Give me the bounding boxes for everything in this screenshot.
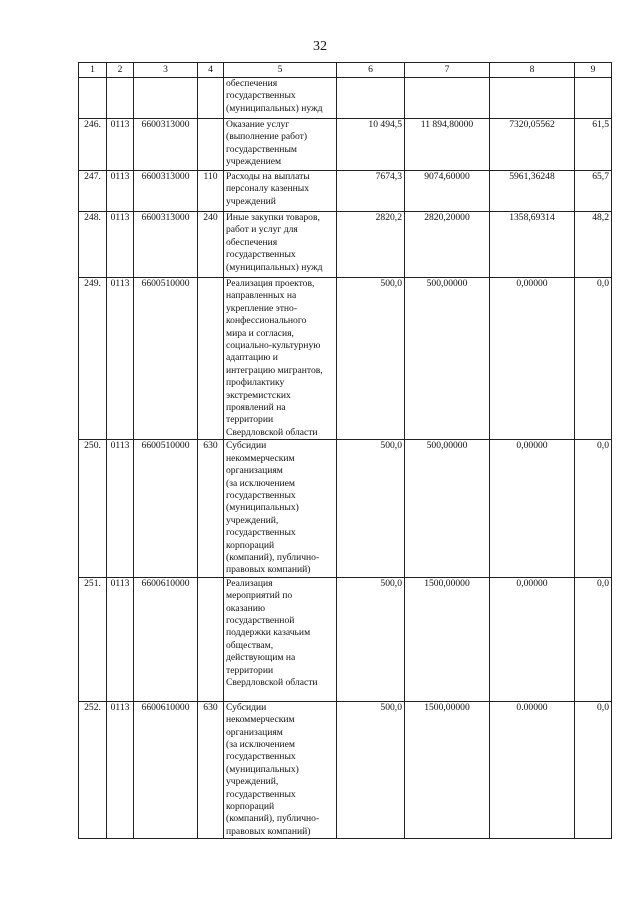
value-col6: 500,0: [337, 701, 405, 838]
item-name-line: проявлений на: [226, 402, 286, 414]
expense-type-code: [198, 278, 224, 440]
row-number: 246.: [79, 119, 107, 171]
value-col6: 10 494,5: [337, 119, 405, 171]
item-name-line: работ и услуг для: [226, 224, 298, 236]
item-name-line: адаптацию и: [226, 352, 278, 364]
item-name-line: Реализация проектов,: [226, 278, 315, 289]
item-name-line: корпораций: [226, 539, 275, 551]
value-col9: 65,7: [575, 171, 612, 212]
section-code: 0113: [107, 440, 134, 577]
column-header: 6: [337, 63, 405, 78]
item-name-line: Субсидии: [226, 440, 267, 452]
item-name: [224, 278, 337, 440]
value-col8: 7320,05562: [490, 119, 575, 171]
item-name-line: (компаний), публично-: [226, 551, 320, 563]
item-name-line: конфессионального: [226, 315, 307, 327]
item-name-line: государственной: [226, 614, 295, 626]
item-name-line: (за исключением: [226, 477, 295, 489]
item-name-line: государственных: [226, 788, 296, 800]
item-name-line: государственных: [226, 90, 296, 102]
item-name-line: мероприятий по: [226, 590, 293, 602]
item-name: [224, 171, 337, 212]
item-name-line: государственным: [226, 143, 297, 155]
item-name-line: государственных: [226, 527, 296, 539]
expense-type-code: 630: [198, 440, 224, 577]
value-col6: 500,0: [337, 577, 405, 701]
expense-type-code: [198, 78, 224, 119]
item-name-line: учреждений,: [226, 514, 279, 526]
table-row: [79, 119, 612, 171]
table-row: [79, 577, 612, 701]
item-name-line: укрепление этно-: [226, 302, 298, 314]
target-article-code: 6600313000: [134, 212, 198, 278]
page-number: 32: [313, 39, 327, 54]
item-name-line: (компаний), публично-: [226, 813, 320, 825]
column-header: 1: [79, 63, 107, 78]
column-header: 2: [107, 63, 134, 78]
row-number: 249.: [79, 278, 107, 440]
value-col6: 2820,2: [337, 212, 405, 278]
item-name-line: персоналу казенных: [226, 183, 310, 195]
row-number: 248.: [79, 212, 107, 278]
value-col7: 9074,60000: [405, 171, 490, 212]
item-name: [224, 577, 337, 701]
row-number: 252.: [79, 701, 107, 838]
target-article-code: 6600510000: [134, 440, 198, 577]
item-name-line: учреждений,: [226, 776, 279, 788]
item-name-line: обеспечения: [226, 78, 278, 89]
item-name-line: организациям: [226, 465, 283, 477]
column-header: 4: [198, 63, 224, 78]
value-col7: 1500,00000: [405, 577, 490, 701]
table-row: [79, 171, 612, 212]
column-header: 7: [405, 63, 490, 78]
item-name-line: обществам,: [226, 639, 274, 651]
value-col9: 0,0: [575, 440, 612, 577]
item-name-line: (муниципальных) нужд: [226, 261, 323, 273]
item-name-line: Иные закупки товаров,: [226, 212, 320, 223]
value-col7: 500,00000: [405, 440, 490, 577]
expense-type-code: [198, 577, 224, 701]
item-name-line: (за исключением: [226, 738, 295, 750]
item-name-line: некоммерческим: [226, 714, 295, 726]
item-name-line: социально-культурную: [226, 340, 321, 352]
item-name-line: правовых компаний): [226, 564, 311, 576]
column-header: 3: [134, 63, 198, 78]
value-col9: 48,2: [575, 212, 612, 278]
item-name: [224, 440, 337, 577]
value-col7: 500,00000: [405, 278, 490, 440]
item-name-line: интеграцию мигрантов,: [226, 364, 323, 376]
item-name-line: территории: [226, 664, 274, 676]
column-header: 8: [490, 63, 575, 78]
value-col6: [337, 78, 405, 119]
table-row: [79, 212, 612, 278]
budget-table: [78, 62, 612, 839]
value-col8: 0,00000: [490, 577, 575, 701]
value-col8: 0,00000: [490, 440, 575, 577]
value-col9: [575, 78, 612, 119]
value-col6: 500,0: [337, 440, 405, 577]
section-code: 0113: [107, 701, 134, 838]
expense-type-code: 240: [198, 212, 224, 278]
expense-type-code: [198, 119, 224, 171]
item-name-line: учреждением: [226, 156, 282, 168]
item-name: [224, 119, 337, 171]
section-code: 0113: [107, 577, 134, 701]
target-article-code: 6600313000: [134, 119, 198, 171]
item-name-line: Свердловской области: [226, 677, 318, 688]
item-name-line: мира и согласия,: [226, 327, 294, 339]
row-number: [79, 78, 107, 119]
table-row: [79, 701, 612, 838]
item-name-line: некоммерческим: [226, 452, 295, 464]
item-name: [224, 701, 337, 838]
value-col7: [405, 78, 490, 119]
value-col6: 500,0: [337, 278, 405, 440]
value-col9: 61,5: [575, 119, 612, 171]
value-col7: 2820,20000: [405, 212, 490, 278]
target-article-code: 6600610000: [134, 701, 198, 838]
header-row: [79, 63, 612, 78]
value-col9: 0,0: [575, 278, 612, 440]
target-article-code: [134, 78, 198, 119]
value-col7: 11 894,80000: [405, 119, 490, 171]
item-name-line: Субсидии: [226, 701, 267, 713]
item-name-line: Реализация: [226, 577, 273, 589]
row-number: 251.: [79, 577, 107, 701]
section-code: 0113: [107, 212, 134, 278]
item-name-line: (муниципальных): [226, 763, 299, 775]
item-name-line: оказанию: [226, 602, 266, 614]
value-col9: 0,0: [575, 701, 612, 838]
item-name-line: (муниципальных): [226, 502, 299, 514]
item-name-line: (муниципальных) нужд: [226, 102, 323, 114]
value-col8: 5961,36248: [490, 171, 575, 212]
section-code: [107, 78, 134, 119]
value-col7: 1500,00000: [405, 701, 490, 838]
section-code: 0113: [107, 119, 134, 171]
item-name-line: территории: [226, 414, 274, 426]
row-number: 250.: [79, 440, 107, 577]
item-name-line: (выполнение работ): [226, 131, 308, 143]
column-header: 5: [224, 63, 337, 78]
item-name-line: поддержки казачьим: [226, 627, 311, 639]
target-article-code: 6600313000: [134, 171, 198, 212]
item-name-line: правовых компаний): [226, 825, 311, 837]
item-name-line: экстремистских: [226, 389, 291, 401]
value-col8: 1358,69314: [490, 212, 575, 278]
value-col8: 0,00000: [490, 278, 575, 440]
row-number: 247.: [79, 171, 107, 212]
item-name-line: государственных: [226, 489, 296, 501]
item-name-line: Свердловской области: [226, 426, 318, 438]
item-name-line: направленных на: [226, 290, 297, 302]
item-name-line: Оказание услуг: [226, 119, 290, 130]
expense-type-code: 110: [198, 171, 224, 212]
item-name-line: организациям: [226, 726, 283, 738]
table-row: [79, 278, 612, 440]
table-body: [79, 78, 612, 839]
expense-type-code: 630: [198, 701, 224, 838]
value-col9: 0,0: [575, 577, 612, 701]
item-name-line: Расходы на выплаты: [226, 171, 310, 182]
section-code: 0113: [107, 278, 134, 440]
target-article-code: 6600510000: [134, 278, 198, 440]
item-name: [224, 212, 337, 278]
item-name: [224, 78, 337, 119]
section-code: 0113: [107, 171, 134, 212]
item-name-line: государственных: [226, 249, 296, 261]
table-row: [79, 78, 612, 119]
table-row: [79, 440, 612, 577]
item-name-line: корпораций: [226, 801, 275, 812]
target-article-code: 6600610000: [134, 577, 198, 701]
item-name-line: профилактику: [226, 377, 285, 389]
item-name-line: учреждений: [226, 195, 276, 207]
value-col8: [490, 78, 575, 119]
item-name-line: обеспечения: [226, 236, 278, 248]
item-name-line: государственных: [226, 751, 296, 763]
item-name-line: действующим на: [226, 652, 296, 664]
value-col8: 0.00000: [490, 701, 575, 838]
column-header: 9: [575, 63, 612, 78]
value-col6: 7674,3: [337, 171, 405, 212]
